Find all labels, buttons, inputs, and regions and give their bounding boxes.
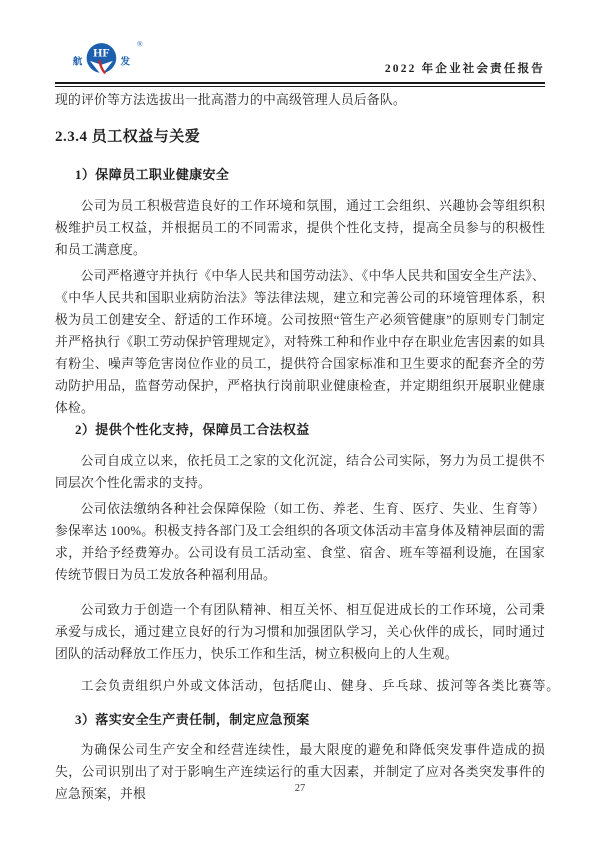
logo-monogram: HF [93, 45, 110, 60]
paragraph: 公司为员工积极营造良好的工作环境和氛围，通过工会组织、兴趣协会等组织积极维护员工权益，并根据员工的不同需求，提供个性化支持，提高全员参与的积极性和员工满意度。 [55, 199, 545, 257]
paragraph: 公司依法缴纳各种社会保障保险（如工伤、养老、生育、医疗、失业、生育等）参保率达 100%。积极支持各部门及工会组织的各项文体活动丰富身体及精神层面的需求，并给予经费筹办。公司设有员工活动室、食堂、宿舍、班车等福利设施，在国家传统节假日为员工发放各种福利用品。 [55, 502, 545, 582]
subsection-1-heading: 1）保障员工职业健康安全 [75, 167, 230, 182]
registered-trademark-icon: ® [136, 39, 143, 49]
company-logo-icon [69, 36, 153, 80]
logo-left-char: 航 [72, 56, 83, 68]
subsection-2-heading: 2）提供个性化支持，保障员工合法权益 [75, 422, 310, 437]
subsection-3-heading: 3）落实安全生产责任制，制定应急预案 [75, 712, 310, 727]
document-body [55, 89, 560, 805]
paragraph: 公司致力于创造一个有团队精神、相互关怀、相互促进成长的工作环境，公司秉承爱与成长，通过建立良好的行为习惯和加强团队学习，关心伙伴的成长，同时通过团队的活动释放工作压力，快乐工作和生活，树立积极向上的人生观。 [55, 603, 545, 661]
page-number: 27 [294, 783, 306, 794]
logo-right-char: 发 [120, 56, 131, 68]
header-report-title: 2022 年企业社会责任报告 [384, 63, 545, 75]
divider-bottom-line [55, 86, 545, 87]
paragraph: 为确保公司生产安全和经营连续性，最大限度的避免和降低突发事件造成的损失，公司识别出了对于影响生产连续运行的重大因素，并制定了应对各类突发事件的应急预案，并根 [55, 743, 545, 801]
section-heading: 2.3.4 员工权益与关爱 [55, 129, 201, 145]
continued-paragraph: 现的评价等方法选拔出一批高潜力的中高级管理人员后备队。 [55, 93, 406, 107]
divider-top-line [55, 82, 545, 84]
paragraph: 公司自成立以来，依托员工之家的文化沉淀，结合公司实际，努力为员工提供不同层次个性化需求的支持。 [55, 454, 545, 490]
page-footer [0, 783, 600, 794]
page-header [55, 36, 545, 80]
paragraph: 工会负责组织户外或文体活动，包括爬山、健身、乒乓球、拔河等各类比赛等。 [80, 679, 560, 693]
header-divider [55, 82, 545, 87]
paragraph: 公司严格遵守并执行《中华人民共和国劳动法》、《中华人民共和国安全生产法》、《中华人民共和国职业病防治法》等法律法规，建立和完善公司的环境管理体系，积极为员工创建安全、舒适的工作环境。公司按照“管生产必须管健康”的原则专门制定并严格执行《职工劳动保护管理规定》，对特殊工种和作业中存在职业危害因素的如具有粉尘、噪声等危害岗位作业的员工，提供符合国家标准和卫生要求的配套齐全的劳动防护用品，监督劳动保护，严格执行岗前职业健康检查，并定期组织开展职业健康体检。 [55, 269, 545, 415]
